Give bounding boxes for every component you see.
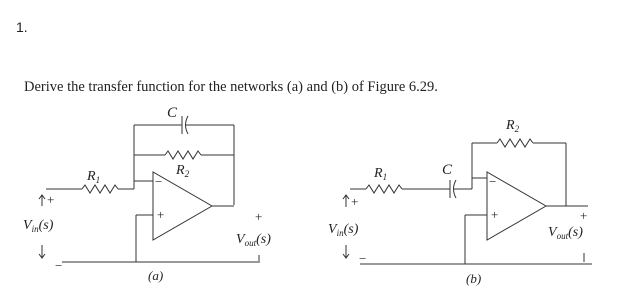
circuit-b-input-minus: − [359,251,367,266]
circuit-b-noninverting-sign: + [491,207,499,222]
circuit-a-r2-label: $R_2$ [176,163,190,179]
circuit-b-vin-label: $V_{in}(s)$ [328,222,359,238]
circuit-a-input-plus: + [47,192,55,207]
circuit-a-inverting-sign: − [155,174,163,189]
circuit-b-r1-label: $R_1$ [374,166,388,182]
circuit-b-output-plus: + [580,208,588,223]
circuit-a-r1-label: $R_1$ [87,169,101,185]
circuit-a-r2-resistor [165,151,201,159]
circuit-a-vin-label: $V_{in}(s)$ [23,218,54,234]
circuit-b [328,118,592,286]
circuit-b-inverting-sign: − [489,174,497,189]
circuit-b-vout-label: $V_{out}(s)$ [548,225,583,241]
circuit-a-capacitor-label: C [167,105,178,121]
circuit-a-caption: (a) [148,268,164,283]
question-prompt: Derive the transfer function for the networks (a) and (b) of Figure 6.29. [24,79,438,95]
circuit-a-input-minus: − [55,258,63,273]
circuit-b-caption: (b) [466,271,482,286]
circuit-b-r1-resistor [366,185,402,193]
circuit-a-r1-resistor [82,185,118,193]
circuit-b-r2-resistor [497,139,533,147]
circuit-a [23,105,271,283]
circuit-a-vout-label: $V_{out}(s)$ [236,232,271,248]
question-number: 1. [16,19,28,35]
circuit-a-noninverting-sign: + [157,207,165,222]
circuit-b-r2-label: $R_2$ [506,118,520,134]
circuit-b-capacitor-label: C [442,162,453,178]
circuit-b-input-plus: + [351,194,359,209]
circuit-a-output-plus: + [255,209,263,224]
